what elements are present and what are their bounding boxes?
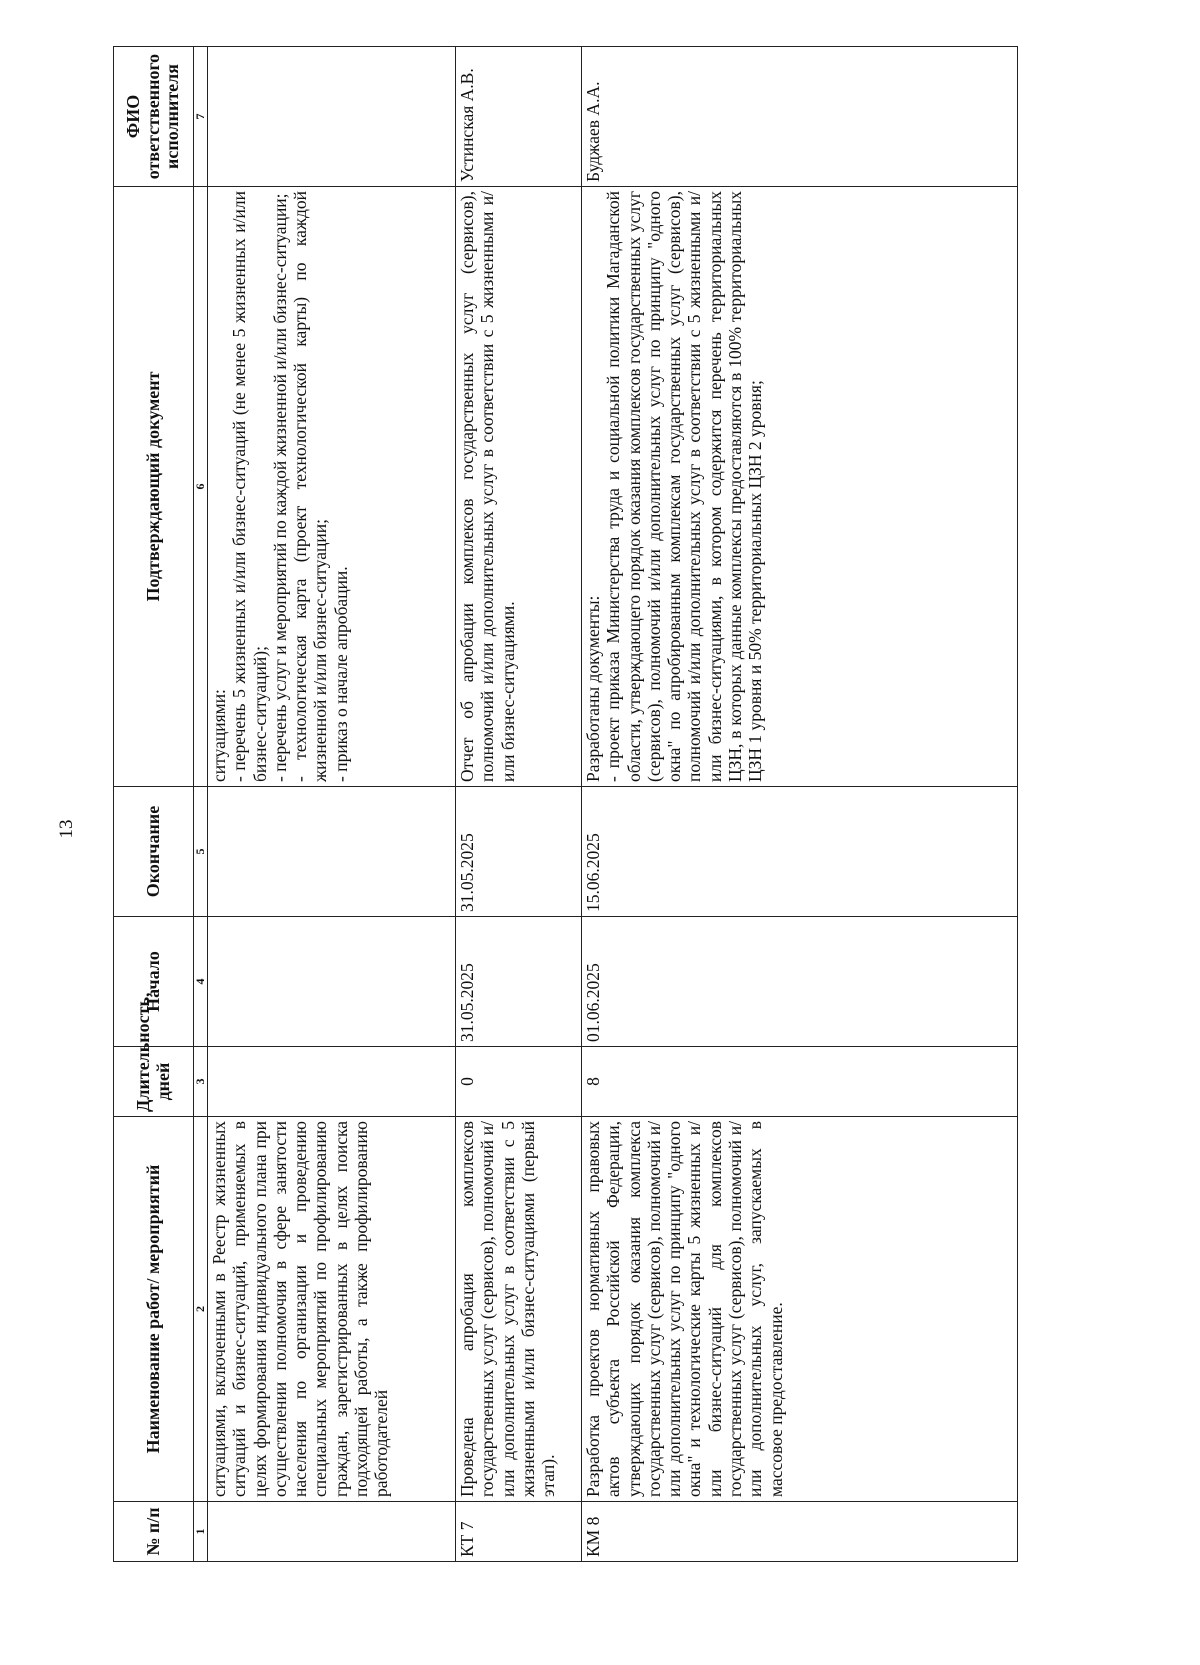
row-num: КТ 7 xyxy=(456,1502,582,1562)
row-start xyxy=(208,917,456,1047)
row-num xyxy=(208,1502,456,1562)
activity-table xyxy=(113,46,1018,1562)
row-num: КМ 8 xyxy=(582,1502,1018,1562)
row-name: Проведена апробация комплексов государственных услуг (сервисов), полномочий и/или дополнительных услуг в соответствии с 5 жизненными и/или бизнес-ситуациями (первый этап). xyxy=(456,1117,582,1502)
header-start: Начало xyxy=(114,917,194,1047)
row-responsible xyxy=(208,47,456,187)
header-row xyxy=(114,47,194,1562)
row-duration: 8 xyxy=(582,1047,1018,1117)
row-document: ситуациями: - перечень 5 жизненных и/или бизнес-ситуаций (не менее 5 жизненных и/или бизнес-ситуаций); - перечень услуг и мероприятий по каждой жизненной и/или бизнес-ситуации; - технологическая карта (проект технологической карты) по каждой жизненной и/или бизнес-ситуации; - приказ о начале апробации. xyxy=(208,187,456,787)
row-start: 01.06.2025 xyxy=(582,917,1018,1047)
header-duration: Длительность, дней xyxy=(114,1047,194,1117)
column-number: 7 xyxy=(194,47,208,187)
row-end xyxy=(208,787,456,917)
table-row xyxy=(456,47,582,1562)
row-duration xyxy=(208,1047,456,1117)
row-responsible: Устинская А.В. xyxy=(456,47,582,187)
header-end: Окончание xyxy=(114,787,194,917)
page-number: 13 xyxy=(56,819,77,839)
column-number: 5 xyxy=(194,787,208,917)
row-name: Разработка проектов нормативных правовых актов субъекта Российской Федерации, утверждающих порядок оказания комплекса государственных услуг (сервисов), полномочий и/или дополнительных услуг по принципу "одного окна" и технологические карты 5 жизненных и/или бизнес-ситуаций для комплексов государственных услуг (сервисов), полномочий и/или дополнительных услуг, запускаемых в массовое предоставление. xyxy=(582,1117,1018,1502)
column-number: 6 xyxy=(194,187,208,787)
column-number: 3 xyxy=(194,1047,208,1117)
row-responsible: Буджаев А.А. xyxy=(582,47,1018,187)
column-number-row xyxy=(194,47,208,1562)
column-number: 4 xyxy=(194,917,208,1047)
header-num: № п/п xyxy=(114,1502,194,1562)
row-start: 31.05.2025 xyxy=(456,917,582,1047)
table-row xyxy=(582,47,1018,1562)
row-document: Разработаны документы: - проект приказа Министерства труда и социальной политики Магаданской области, утверждающего порядок оказания комплексов государственных услуг (сервисов), полномочий и/или дополнительных услуг по принципу "одного окна" по апробированным комплексам государственных услуг (сервисов), полномочий и/или дополнительных услуг в соответствии с 5 жизненными и/или бизнес-ситуациями, в котором содержится перечень территориальных ЦЗН, в которых данные комплексы предоставляются в 100% территориальных ЦЗН 1 уровня и 50% территориальных ЦЗН 2 уровня; xyxy=(582,187,1018,787)
row-duration: 0 xyxy=(456,1047,582,1117)
row-name: ситуациями, включенными в Реестр жизненных ситуаций и бизнес-ситуаций, применяемых в целях формирования индивидуального плана при осуществлении полномочия в сфере занятости населения по организации и проведению специальных мероприятий по профилированию граждан, зарегистрированных в целях поиска подходящей работы, а также профилированию работодателей xyxy=(208,1117,456,1502)
column-number: 1 xyxy=(194,1502,208,1562)
column-number: 2 xyxy=(194,1117,208,1502)
header-responsible: ФИО ответственного исполнителя xyxy=(114,47,194,187)
row-end: 15.06.2025 xyxy=(582,787,1018,917)
header-name: Наименование работ/ мероприятий xyxy=(114,1117,194,1502)
table-row xyxy=(208,47,456,1562)
activity-table-rotated xyxy=(113,47,1018,1562)
row-document: Отчет об апробации комплексов государственных услуг (сервисов), полномочий и/или дополнительных услуг в соответствии с 5 жизненными и/или бизнес-ситуациями. xyxy=(456,187,582,787)
header-document: Подтверждающий документ xyxy=(114,187,194,787)
row-end: 31.05.2025 xyxy=(456,787,582,917)
